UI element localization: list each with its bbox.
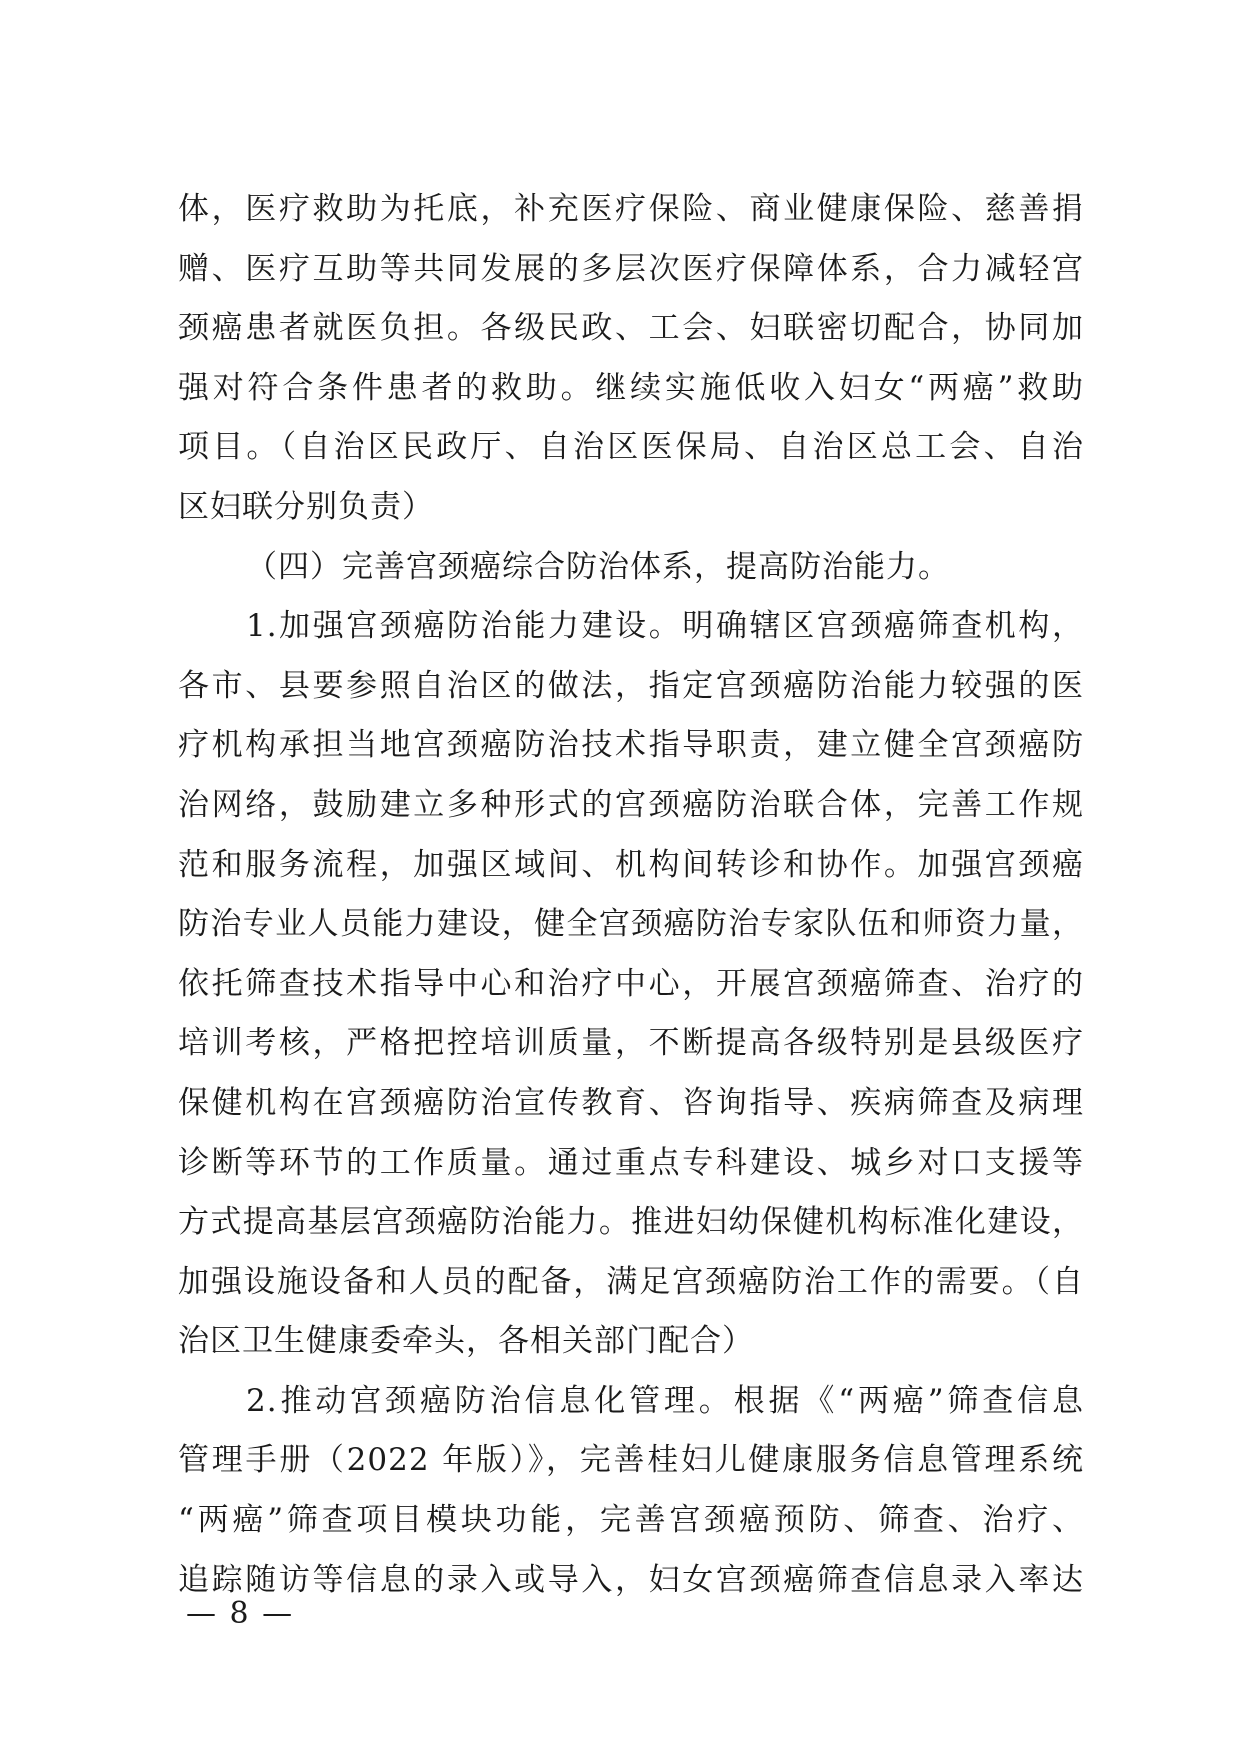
text-line: 赠、医疗互助等共同发展的多层次医疗保障体系，合力减轻宫 [178, 250, 1084, 287]
text-line: 范和服务流程，加强区域间、机构间转诊和协作。加强宫颈癌 [178, 846, 1084, 883]
text-line: “两癌”筛查项目模块功能，完善宫颈癌预防、筛查、治疗、 [178, 1502, 1084, 1539]
text-line: 1.加强宫颈癌防治能力建设。明确辖区宫颈癌筛查机构， [246, 608, 1084, 645]
text-line: 区妇联分别负责） [178, 488, 434, 525]
text-line: 方式提高基层宫颈癌防治能力。推进妇幼保健机构标准化建设， [178, 1204, 1084, 1241]
text-line: 培训考核，严格把控培训质量，不断提高各级特别是县级医疗 [178, 1025, 1084, 1062]
text-line: 2.推动宫颈癌防治信息化管理。根据《“两癌”筛查信息 [246, 1382, 1084, 1419]
text-line: 治区卫生健康委牵头，各相关部门配合） [178, 1323, 754, 1360]
document-body [178, 180, 1084, 1610]
text-line: 诊断等环节的工作质量。通过重点专科建设、城乡对口支援等 [178, 1144, 1084, 1181]
text-line: 各市、县要参照自治区的做法，指定宫颈癌防治能力较强的医 [178, 667, 1084, 704]
text-line: 追踪随访等信息的录入或导入，妇女宫颈癌筛查信息录入率达 [178, 1561, 1084, 1598]
page-number: — 8 — [186, 1596, 295, 1631]
text-line: 强对符合条件患者的救助。继续实施低收入妇女“两癌”救助 [178, 369, 1084, 406]
text-line: 颈癌患者就医负担。各级民政、工会、妇联密切配合，协同加 [178, 310, 1084, 347]
text-line: 保健机构在宫颈癌防治宣传教育、咨询指导、疾病筛查及病理 [178, 1084, 1084, 1121]
text-line: 管理手册（2022 年版）》，完善桂妇儿健康服务信息管理系统 [178, 1442, 1084, 1479]
text-line: 疗机构承担当地宫颈癌防治技术指导职责，建立健全宫颈癌防 [178, 727, 1084, 764]
text-line: 体，医疗救助为托底，补充医疗保险、商业健康保险、慈善捐 [178, 191, 1084, 227]
text-line: 依托筛查技术指导中心和治疗中心，开展宫颈癌筛查、治疗的 [178, 965, 1084, 1002]
section-heading: （四）完善宫颈癌综合防治体系，提高防治能力。 [246, 548, 950, 585]
text-line: 防治专业人员能力建设，健全宫颈癌防治专家队伍和师资力量， [178, 906, 1084, 943]
text-line: 治网络，鼓励建立多种形式的宫颈癌防治联合体，完善工作规 [178, 786, 1084, 823]
text-line: 加强设施设备和人员的配备，满足宫颈癌防治工作的需要。（自 [178, 1263, 1084, 1300]
text-line: 项目。（自治区民政厅、自治区医保局、自治区总工会、自治 [178, 429, 1084, 466]
